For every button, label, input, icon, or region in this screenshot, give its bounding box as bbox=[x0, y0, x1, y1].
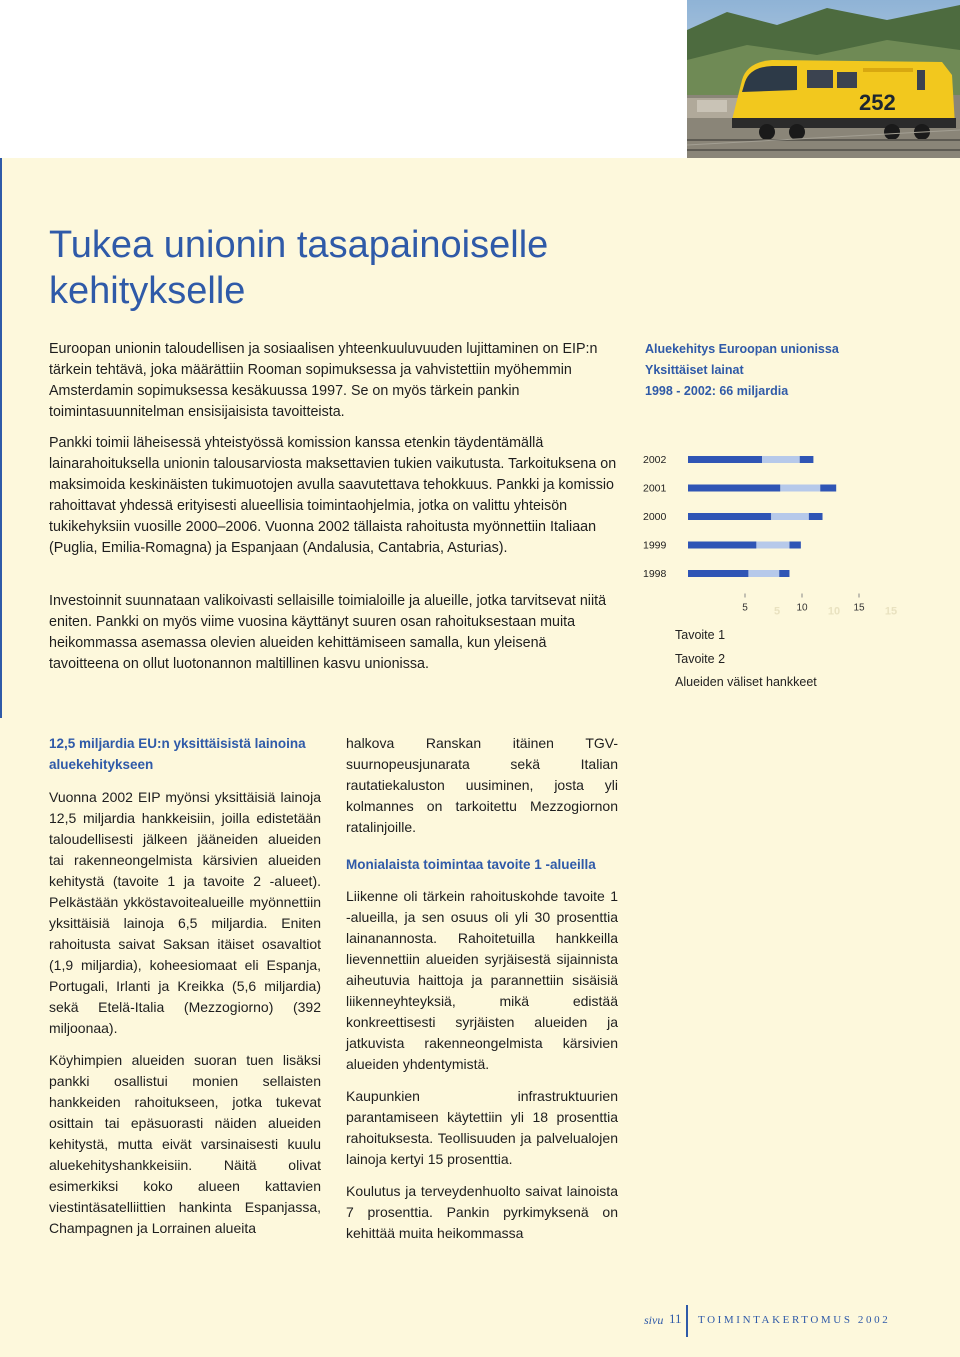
ghost-tick-label-5: 5 bbox=[773, 605, 781, 618]
bar-2002-series-1 bbox=[688, 456, 762, 463]
chart-title: Aluekehitys Euroopan unionissa bbox=[645, 342, 839, 356]
bar-1998-series-1 bbox=[688, 570, 748, 577]
footer-page-word: sivu bbox=[644, 1313, 664, 1327]
category-label-2002: 2002 bbox=[643, 454, 667, 466]
footer-page-number: 11 bbox=[669, 1311, 682, 1326]
category-label-1999: 1999 bbox=[643, 539, 667, 552]
bar-2001-series-1 bbox=[688, 485, 780, 492]
bar-2000-series-1 bbox=[688, 513, 771, 520]
legend-item-interregional: Alueiden väliset hankkeet bbox=[675, 675, 817, 689]
chart-note: 1998 - 2002: 66 miljardia bbox=[645, 384, 789, 398]
bar-2001-series-2 bbox=[780, 485, 820, 492]
bar-2000-series-2 bbox=[771, 513, 809, 520]
intro-paragraph-1: Euroopan unionin taloudellisen ja sosiaalisen yhteenkuuluvuuden lujittaminen on EIP:n tärkein tehtävä, joka määrättiin Rooman sopimuksessa ja vahvistettiin myöhemmin Amsterdamin sopimuksessa kesäkuussa 1997. Se on myös tärkein pankin toimintasuunnitelman ensisijaisista tavoitteista. bbox=[49, 341, 598, 420]
category-label-1998: 1998 bbox=[643, 568, 667, 580]
chart-subtitle: Yksittäiset lainat bbox=[645, 363, 744, 377]
category-label-2001: 2001 bbox=[643, 482, 667, 495]
ghost-tick-label-15: 15 bbox=[884, 605, 898, 618]
svg-text:252: 252 bbox=[859, 90, 896, 115]
column-right-paragraph-2: Liikenne oli tärkein rahoituskohde tavoite 1 -alueilla, ja sen osuus oli yli 30 prosenttia lainanannosta. Rahoitetuilla hankkeilla lievennettiin alueiden syrjäisestä sijainnista aiheutuvia haittoja ja parannettiin sisäisiä liikenneyhteyksiä, mikä edistää konkreettisesti syrjäisten alueiden ja jatkuvista rakenneongelmista kärsivien alueiden yhdentymistä. bbox=[346, 888, 618, 1072]
intro-paragraph-3: Investoinnit suunnataan valikoivasti sellaisille toimialoille ja alueille, jotka tarvitsevat niitä eniten. Pankki on myös viime vuosina käyttänyt suuren osan rahoituksestaan muita heikommassa asemassa olevien alueiden kehittämiseen samalla, kun yleisenä tavoitteena on ollut luotonannon maltillinen kasvu unionissa. bbox=[49, 593, 607, 672]
bar-1999-series-1 bbox=[688, 542, 756, 549]
bar-2000-series-3 bbox=[809, 513, 823, 520]
ghost-tick-label-10: 10 bbox=[827, 605, 841, 618]
bar-1999-series-2 bbox=[756, 542, 789, 549]
footer-divider bbox=[686, 1305, 688, 1337]
train-photo bbox=[687, 0, 960, 158]
bar-2002-series-2 bbox=[762, 456, 800, 463]
category-label-2000: 2000 bbox=[643, 511, 667, 523]
section-heading-regional-loans: 12,5 miljardia EU:n yksittäisistä lainoina aluekehitykseen bbox=[49, 736, 306, 772]
tick-label-10: 10 bbox=[796, 602, 808, 614]
bar-2001-series-3 bbox=[820, 485, 836, 492]
tick-label-5: 5 bbox=[742, 602, 748, 614]
bar-1999-series-3 bbox=[789, 542, 800, 549]
footer-document-title: TOIMINTAKERTOMUS 2002 bbox=[698, 1314, 891, 1326]
tick-label-15: 15 bbox=[853, 602, 865, 614]
regional-loans-chart bbox=[638, 443, 898, 623]
section-heading-objective-1: Monialaista toimintaa tavoite 1 -alueilla bbox=[346, 857, 596, 872]
column-right bbox=[346, 733, 618, 1255]
legend-item-tavoite-1: Tavoite 1 bbox=[675, 628, 726, 642]
chart-heading bbox=[645, 339, 839, 402]
bar-2002-series-3 bbox=[800, 456, 814, 463]
intro-paragraph-2: Pankki toimii läheisessä yhteistyössä komission kanssa etenkin täydentämällä lainarahoituksella unionin talousarviosta maksettavien tukien vaikutusta. Tarkoituksena on maksimoida keskinäisten tukimuotojen avulla saavutettava tehokkuus. Pankki ja komissio rahoittavat yhdessä erityisesti alueellisia toimintaohjelmia, jotka on valittu yhteisön tukikehyksiin vuosille 2000–2006. Vuonna 2002 tällaista rahoitusta myönnettiin Italiaan (Puglia, Emilia-Romagna) ja Espanjaan (Andalusia, Cantabria, Asturias). bbox=[49, 435, 617, 556]
column-left-paragraph-1: Vuonna 2002 EIP myönsi yksittäisiä lainoja 12,5 miljardia hankkeisiin, joilla edistetään taloudellisesti jälkeen jääneiden alueiden tai rakenneongelmista kärsivien alueiden kehitystä (tavoite 1 ja tavoite 2 -alueet). Pelkästään ykköstavoitealueille myönnettiin yksittäisiä lainoja 6,5 miljardia. Eniten rahoitusta saivat Saksan itäiset osavaltiot (1,9 miljardia), koheesiomaat eli Espanja, Portugali, Irlanti ja Kreikka (5,6 miljardia) sekä Etelä-Italia (Mezzogiorno) (392 miljoonaa). bbox=[49, 789, 321, 1036]
bar-1998-series-2 bbox=[748, 570, 779, 577]
column-right-paragraph-1: halkova Ranskan itäinen TGV-suurnopeusjunarata sekä Italian rautatiekaluston uusiminen, josta yli kolmannes on tarkoitettu Mezzogiornon ratalinjoille. bbox=[346, 735, 618, 835]
page-title: Tukea unionin tasapainoiselle kehitykselle bbox=[49, 224, 549, 312]
legend-item-tavoite-2: Tavoite 2 bbox=[675, 651, 726, 666]
bar-1998-series-3 bbox=[779, 570, 789, 577]
column-right-paragraph-4: Koulutus ja terveydenhuolto saivat lainoista 7 prosenttia. Pankin pyrkimyksenä on kehittää muita heikommassa bbox=[346, 1183, 618, 1241]
chart-legend bbox=[675, 624, 817, 695]
column-left-paragraph-2: Köyhimpien alueiden suoran tuen lisäksi pankki osallistui monien sellaisten hankkeiden rahoitukseen, jotka tukevat osittain tai epäsuorasti näiden alueiden kehitystä, mutta eivät varsinaisesti kuulu aluekehityshankkeisiin. Näitä olivat esimerkiksi koko alueen kattavien viestintäsatelliittien hankinta Espanjassa, Champagnen ja Lorrainen alueita bbox=[49, 1052, 321, 1236]
column-right-paragraph-3: Kaupunkien infrastruktuurien parantamiseen käytettiin yli 18 prosenttia rahoituksesta. Teollisuuden ja palvelualojen lainoja kertyi 15 prosenttia. bbox=[346, 1088, 618, 1167]
column-left bbox=[49, 733, 321, 1250]
left-accent-rule bbox=[0, 158, 2, 718]
